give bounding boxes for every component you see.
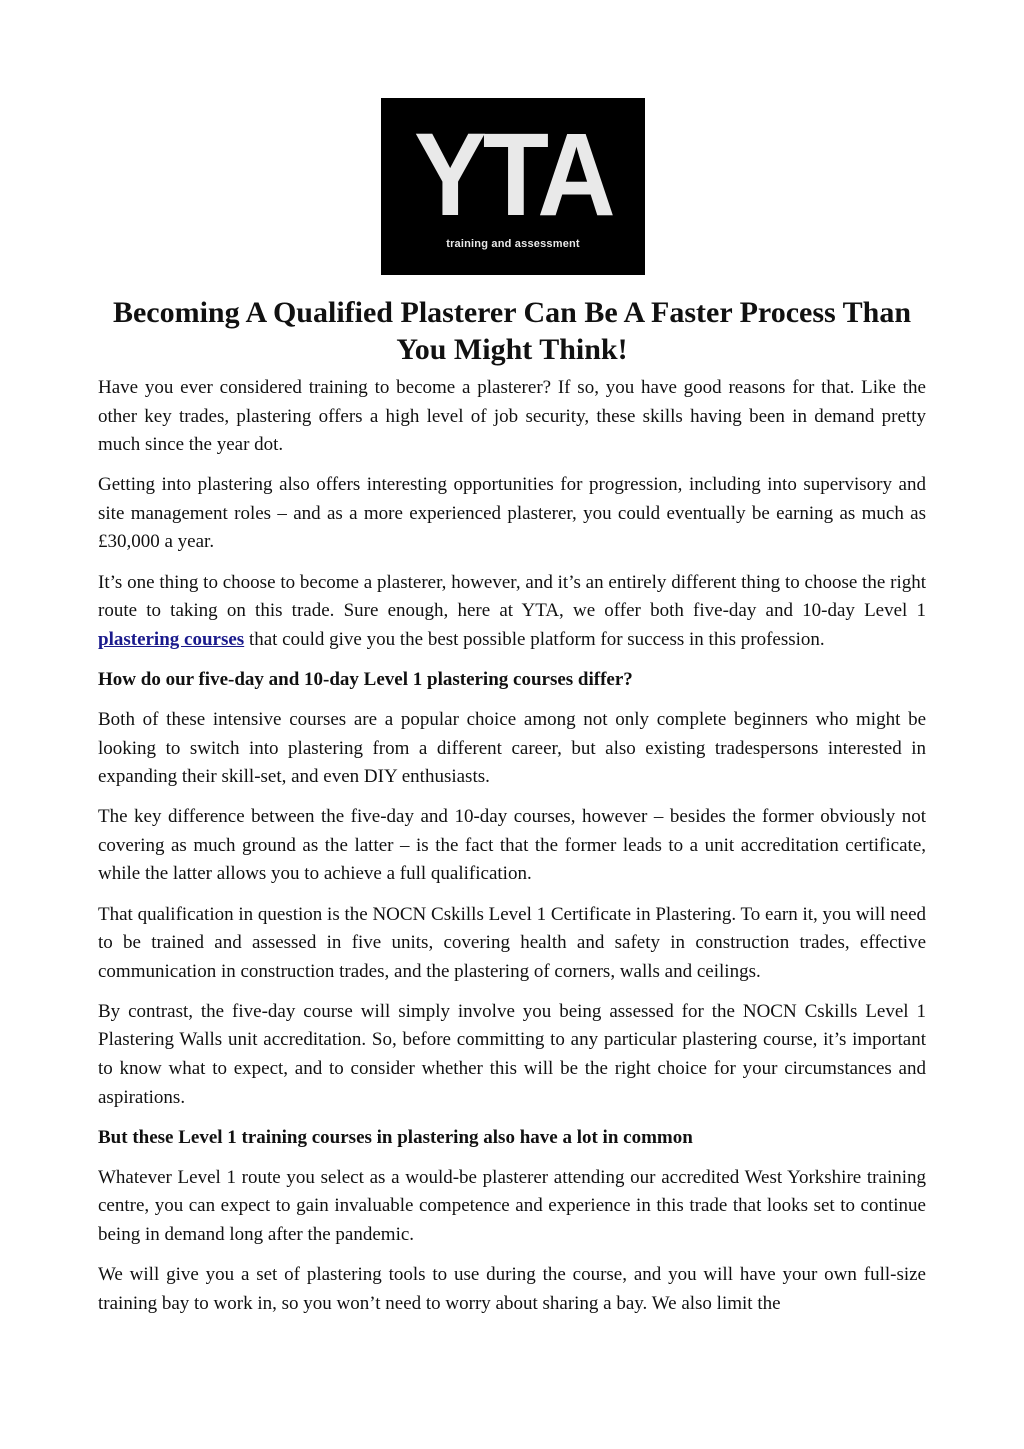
section-heading-differences: How do our five-day and 10-day Level 1 plastering courses differ? — [98, 668, 633, 690]
paragraph-3-end: that could give you the best possible platform for success in this profession. — [244, 628, 825, 650]
paragraph-8: Whatever Level 1 route you select as a would-be plasterer attending our accredited West Yorkshire training centre, you can expect to gain invaluable competence and experience in this trade that looks set to continue being in demand long after the pandemic. — [98, 1166, 926, 1245]
logo-tagline: training and assessment — [446, 238, 580, 250]
section-heading-common: But these Level 1 training courses in plastering also have a lot in common — [98, 1126, 693, 1148]
paragraph-4: Both of these intensive courses are a popular choice among not only complete beginners who might be looking to switch into plastering from a different career, but also existing tradespersons interested in expanding their skill-set, and even DIY enthusiasts. — [98, 708, 926, 788]
paragraph-3 — [98, 569, 926, 655]
page-title: Becoming A Qualified Plasterer Can Be A Faster Process Than You Might Think! — [112, 296, 912, 366]
paragraph-2: Getting into plastering also offers interesting opportunities for progression, including into supervisory and site management roles – and as a more experienced plasterer, you could eventually be earning as much as £30,000 a year. — [98, 474, 926, 553]
plastering-courses-link[interactable]: plastering courses — [98, 628, 245, 650]
paragraph-9: We will give you a set of plastering tools to use during the course, and you will have your own full-size training bay to work in, so you won’t need to worry about sharing a bay. We also limit the — [98, 1264, 926, 1314]
yta-logo — [381, 98, 645, 275]
paragraph-6: That qualification in question is the NOCN Cskills Level 1 Certificate in Plastering. To earn it, you will need to be trained and assessed in five units, covering health and safety in construction trades, effective communication in construction trades, and the plastering of corners, walls and ceilings. — [98, 903, 926, 982]
article-body — [98, 374, 926, 1330]
logo-letters: YTA — [413, 109, 613, 241]
paragraph-1: Have you ever considered training to become a plasterer? If so, you have good reasons for that. Like the other key trades, plastering offers a high level of job security, these skills having been in demand pretty much since the year dot. — [98, 377, 926, 456]
paragraph-7: By contrast, the five-day course will simply involve you being assessed for the NOCN Cskills Level 1 Plastering Walls unit accreditation. So, before committing to any particular plastering course, it’s important to know what to expect, and to consider whether this will be the right choice for your circumstances and aspirations. — [98, 1000, 926, 1108]
paragraph-3-start: It’s one thing to choose to become a plasterer, however, and it’s an entirely different thing to choose the right route to taking on this trade. Sure enough, here at YTA, we offer both five-day and 10-day Level 1 — [98, 571, 926, 622]
paragraph-5: The key difference between the five-day and 10-day courses, however – besides the former obviously not covering as much ground as the latter – is the fact that the former leads to a unit accreditation certificate, while the latter allows you to achieve a full qualification. — [98, 806, 926, 885]
